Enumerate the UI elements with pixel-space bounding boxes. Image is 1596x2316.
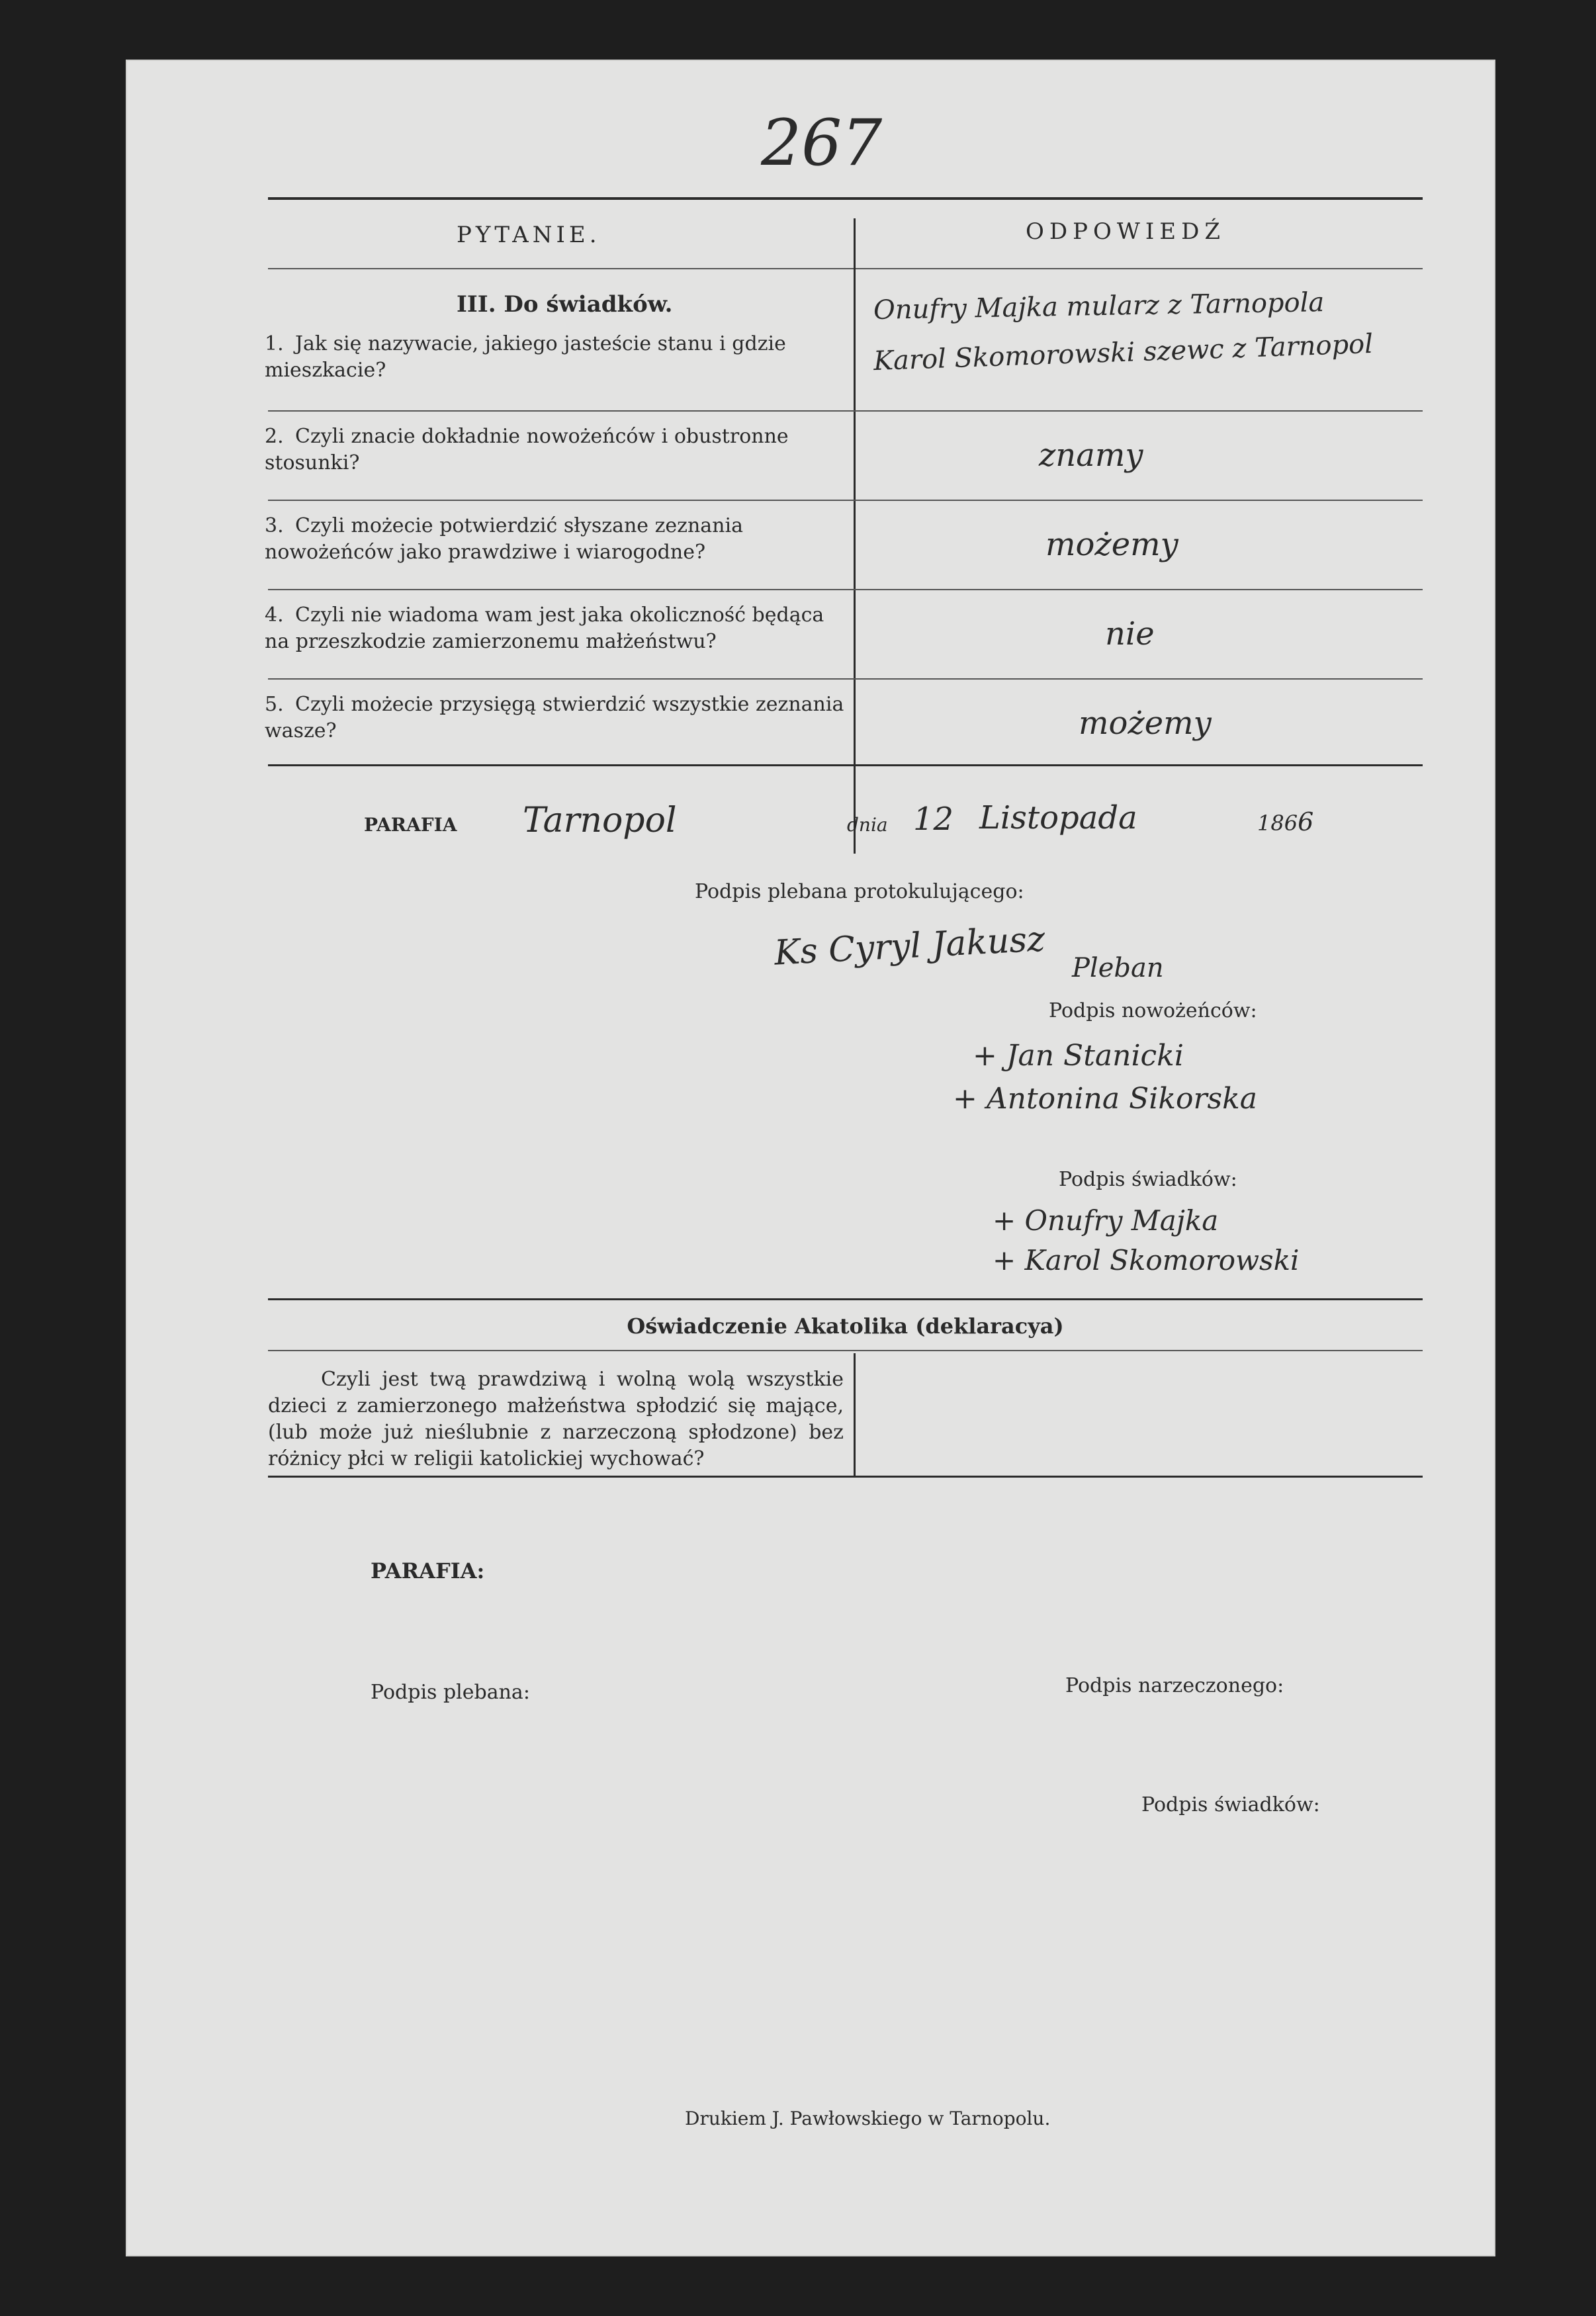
priest-signature: Ks Cyryl Jakusz (773, 919, 1046, 973)
declaration-title: Oświadczenie Akatolika (deklaracya) (627, 1314, 1064, 1339)
question-text: Czyli możecie przysięgą stwierdzić wszystkie zeznania wasze? (265, 693, 844, 742)
date-day: 12 (913, 801, 954, 838)
bride-signature: + Antonina Sikorska (953, 1082, 1257, 1116)
declaration-title-rule (268, 1350, 1423, 1351)
question-number: 4. (265, 603, 284, 627)
declaration-bottom-rule (268, 1476, 1423, 1478)
row-rule (268, 410, 1423, 412)
top-rule (268, 197, 1423, 200)
question-number: 1. (265, 332, 284, 355)
parish-label: PARAFIA (364, 814, 457, 836)
bottom-witnesses-label: Podpis świadków: (1141, 1793, 1320, 1816)
year-hand: 6 (1298, 807, 1314, 836)
question-4 (265, 602, 847, 655)
row-rule (268, 678, 1423, 680)
section-title: III. Do świadków. (457, 291, 673, 318)
page-number: 267 (761, 106, 883, 180)
declaration-divider (854, 1353, 856, 1476)
header-answer: ODPOWIEDŹ (1026, 218, 1225, 245)
header-question: PYTANIE. (457, 222, 601, 248)
bottom-groom-label: Podpis narzeczonego: (1065, 1674, 1284, 1697)
priest-title: Pleban (1072, 953, 1164, 983)
question-text: Czyli możecie potwierdzić słyszane zeznania nowożeńców jako prawdziwe i wiarogodne? (265, 514, 743, 564)
answer-5: możemy (1079, 705, 1212, 742)
declaration-text: Czyli jest twą prawdziwą i wolną wolą wszystkie dzieci z zamierzonego małżeństwa spłodzić się mające, (lub może już nieślubnie z narzeczoną spłodzone) bez różnicy płci w religii katolickiej wychować? (268, 1368, 844, 1470)
question-number: 5. (265, 693, 284, 716)
row-rule (268, 589, 1423, 590)
question-number: 3. (265, 514, 284, 537)
section-end-rule (268, 764, 1423, 766)
column-divider (854, 218, 856, 854)
question-3 (265, 513, 847, 566)
answer-2: znamy (1039, 437, 1143, 474)
witnesses-signature-label: Podpis świadków: (1059, 1168, 1237, 1191)
question-1 (265, 331, 847, 384)
printer-credit: Drukiem J. Pawłowskiego w Tarnopolu. (685, 2108, 1051, 2129)
question-text: Jak się nazywacie, jakiego jasteście stanu i gdzie mieszkacie? (265, 332, 786, 382)
declaration-top-rule (268, 1298, 1423, 1300)
answer-1-line2: Karol Skomorowski szewc z Tarnopol (873, 328, 1374, 377)
question-5 (265, 691, 847, 744)
groom-signature: + Jan Stanicki (973, 1039, 1184, 1073)
parish-value: Tarnopol (523, 801, 677, 840)
answer-3: możemy (1045, 526, 1178, 563)
date-month: Listopada (979, 799, 1137, 836)
witness-2-signature: + Karol Skomorowski (993, 1244, 1300, 1276)
year-printed: 186 (1257, 811, 1298, 836)
question-2 (265, 423, 847, 476)
priest-signature-label: Podpis plebana protokulującego: (695, 880, 1024, 903)
bottom-parish-label: PARAFIA: (371, 1558, 485, 1583)
question-text: Czyli znacie dokładnie nowożeńców i obustronne stosunki? (265, 425, 789, 474)
couple-signature-label: Podpis nowożeńców: (1049, 999, 1257, 1022)
header-rule (268, 268, 1423, 269)
date-label: dnia (847, 814, 888, 836)
question-text: Czyli nie wiadoma wam jest jaka okoliczność będąca na przeszkodzie zamierzonemu małżeństwu? (265, 603, 824, 653)
row-rule (268, 500, 1423, 501)
date-year (1257, 807, 1313, 836)
answer-4: nie (1105, 615, 1155, 652)
document-sheet (126, 60, 1495, 2256)
answer-1-line1: Onufry Majka mularz z Tarnopola (873, 287, 1325, 326)
witness-1-signature: + Onufry Majka (993, 1204, 1219, 1237)
question-number: 2. (265, 425, 284, 448)
bottom-priest-label: Podpis plebana: (371, 1681, 530, 1704)
